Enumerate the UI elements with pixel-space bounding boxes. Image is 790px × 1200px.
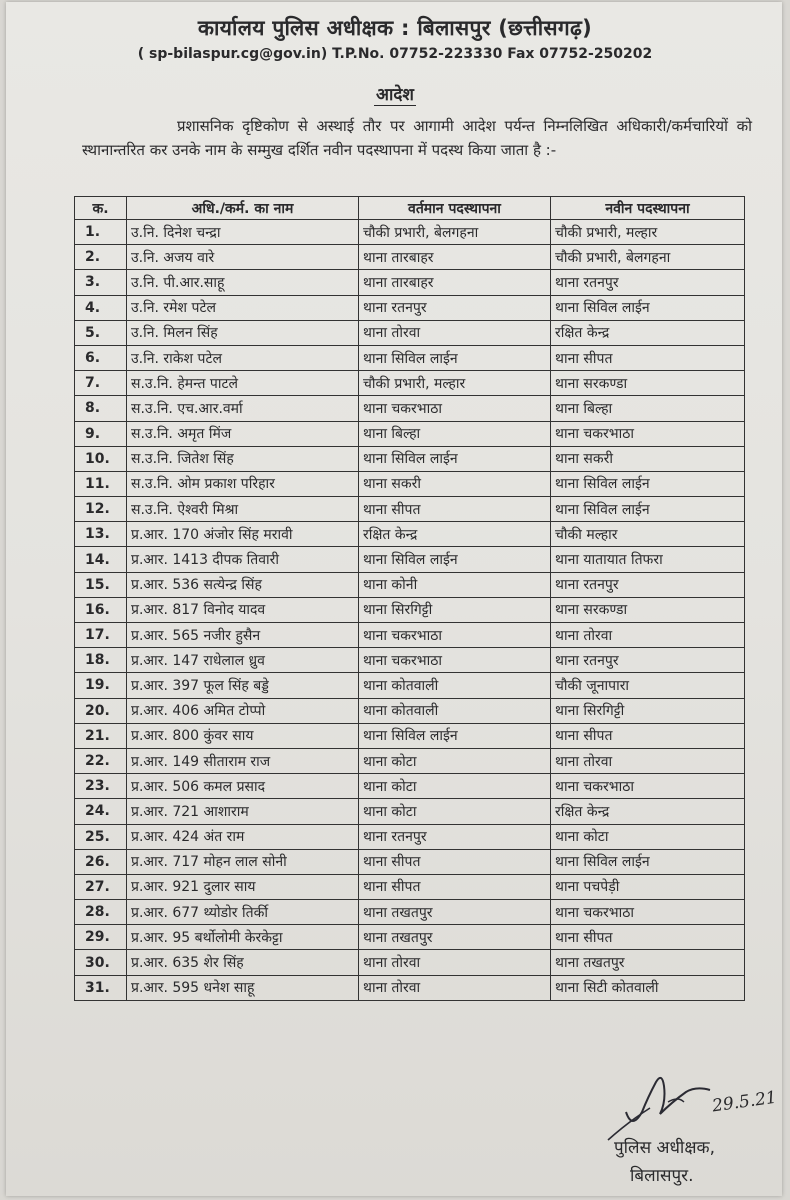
row-new-posting: थाना सिविल लाईन [551, 295, 745, 320]
table-row [75, 623, 745, 648]
row-employee-name: उ.नि. पी.आर.साहू [127, 270, 359, 295]
table-row [75, 975, 745, 1000]
row-new-posting: थाना सिविल लाईन [551, 849, 745, 874]
row-serial: 28. [75, 900, 127, 925]
table-row [75, 396, 745, 421]
row-employee-name: प्र.आर. 677 थ्योडोर तिर्की [127, 900, 359, 925]
office-title: कार्यालय पुलिस अधीक्षक : बिलासपुर (छत्तीसगढ़) [197, 16, 593, 40]
row-serial: 14. [75, 547, 127, 572]
row-current-posting: थाना तोरवा [359, 975, 551, 1000]
row-new-posting: थाना सिटी कोतवाली [551, 975, 745, 1000]
header-name: अधि./कर्म. का नाम [127, 197, 359, 220]
row-current-posting: थाना सिविल लाईन [359, 345, 551, 370]
row-serial: 26. [75, 849, 127, 874]
row-new-posting: थाना कोटा [551, 824, 745, 849]
row-employee-name: उ.नि. मिलन सिंह [127, 320, 359, 345]
order-heading [0, 82, 790, 105]
row-employee-name: प्र.आर. 721 आशाराम [127, 799, 359, 824]
row-serial: 18. [75, 648, 127, 673]
row-employee-name: प्र.आर. 536 सत्येन्द्र सिंह [127, 572, 359, 597]
row-new-posting: रक्षित केन्द्र [551, 799, 745, 824]
row-new-posting: थाना सरकण्डा [551, 597, 745, 622]
row-new-posting: थाना तोरवा [551, 748, 745, 773]
row-new-posting: थाना सिरगिट्टी [551, 698, 745, 723]
table-row [75, 572, 745, 597]
table-row [75, 547, 745, 572]
row-current-posting: चौकी प्रभारी, मल्हार [359, 371, 551, 396]
row-employee-name: स.उ.नि. हेमन्त पाटले [127, 371, 359, 396]
row-new-posting: चौकी जूनापारा [551, 673, 745, 698]
row-serial: 3. [75, 270, 127, 295]
table-row [75, 774, 745, 799]
row-current-posting: थाना तोरवा [359, 320, 551, 345]
table-row [75, 421, 745, 446]
signatory-title: पुलिस अधीक्षक, [614, 1138, 715, 1158]
table-row [75, 849, 745, 874]
row-serial: 30. [75, 950, 127, 975]
table-row [75, 824, 745, 849]
table-row [75, 723, 745, 748]
row-current-posting: थाना रतनपुर [359, 824, 551, 849]
row-current-posting: थाना कोटा [359, 774, 551, 799]
row-current-posting: थाना तोरवा [359, 950, 551, 975]
row-serial: 7. [75, 371, 127, 396]
row-employee-name: प्र.आर. 921 दुलार साय [127, 874, 359, 899]
row-current-posting: थाना सीपत [359, 497, 551, 522]
table-row [75, 597, 745, 622]
row-current-posting: थाना कोटा [359, 748, 551, 773]
table-row [75, 497, 745, 522]
row-serial: 20. [75, 698, 127, 723]
row-serial: 2. [75, 245, 127, 270]
row-current-posting: थाना चकरभाठा [359, 396, 551, 421]
row-employee-name: प्र.आर. 1413 दीपक तिवारी [127, 547, 359, 572]
row-employee-name: उ.नि. रमेश पटेल [127, 295, 359, 320]
row-serial: 8. [75, 396, 127, 421]
row-serial: 12. [75, 497, 127, 522]
row-new-posting: रक्षित केन्द्र [551, 320, 745, 345]
contact-line: ( sp-bilaspur.cg@gov.in) T.P.No. 07752-223330 Fax 07752-250202 [137, 46, 653, 62]
table-row [75, 371, 745, 396]
row-new-posting: थाना रतनपुर [551, 648, 745, 673]
row-employee-name: उ.नि. राकेश पटेल [127, 345, 359, 370]
table-row [75, 295, 745, 320]
row-current-posting: थाना सिरगिट्टी [359, 597, 551, 622]
table-row [75, 320, 745, 345]
transfer-table [74, 196, 745, 1001]
row-new-posting: थाना चकरभाठा [551, 774, 745, 799]
row-employee-name: प्र.आर. 800 कुंवर साय [127, 723, 359, 748]
row-employee-name: स.उ.नि. ऐश्वरी मिश्रा [127, 497, 359, 522]
row-current-posting: थाना तखतपुर [359, 925, 551, 950]
row-serial: 10. [75, 446, 127, 471]
row-employee-name: प्र.आर. 147 राधेलाल ध्रुव [127, 648, 359, 673]
row-new-posting: थाना सीपत [551, 723, 745, 748]
table-row [75, 345, 745, 370]
row-employee-name: प्र.आर. 595 धनेश साहू [127, 975, 359, 1000]
row-current-posting: थाना तखतपुर [359, 900, 551, 925]
row-current-posting: थाना कोनी [359, 572, 551, 597]
row-serial: 13. [75, 522, 127, 547]
table-row [75, 270, 745, 295]
row-employee-name: उ.नि. अजय वारे [127, 245, 359, 270]
row-employee-name: प्र.आर. 635 शेर सिंह [127, 950, 359, 975]
header-serial: क. [75, 197, 127, 220]
table-row [75, 471, 745, 496]
row-serial: 31. [75, 975, 127, 1000]
row-serial: 11. [75, 471, 127, 496]
header-current-posting: वर्तमान पदस्थापना [359, 197, 551, 220]
row-new-posting: थाना तखतपुर [551, 950, 745, 975]
preamble-text: प्रशासनिक दृष्टिकोण से अस्थाई तौर पर आगामी आदेश पर्यन्त निम्नलिखित अधिकारी/कर्मचारियों को स्थानान्तरित कर उनके नाम के सम्मुख दर्शित नवीन पदस्थापना में पदस्थ किया जाता है :- [82, 117, 752, 159]
row-current-posting: थाना सिविल लाईन [359, 547, 551, 572]
table-row [75, 698, 745, 723]
row-employee-name: प्र.आर. 170 अंजोर सिंह मरावी [127, 522, 359, 547]
table-row [75, 446, 745, 471]
row-serial: 17. [75, 623, 127, 648]
table-row [75, 950, 745, 975]
row-current-posting: थाना रतनपुर [359, 295, 551, 320]
row-serial: 15. [75, 572, 127, 597]
table-row [75, 245, 745, 270]
row-new-posting: थाना चकरभाठा [551, 421, 745, 446]
row-serial: 16. [75, 597, 127, 622]
row-new-posting: थाना रतनपुर [551, 572, 745, 597]
row-new-posting: थाना यातायात तिफरा [551, 547, 745, 572]
row-employee-name: प्र.आर. 424 अंत राम [127, 824, 359, 849]
row-employee-name: प्र.आर. 817 विनोद यादव [127, 597, 359, 622]
row-new-posting: थाना सीपत [551, 925, 745, 950]
order-preamble [82, 114, 752, 162]
row-serial: 19. [75, 673, 127, 698]
row-serial: 24. [75, 799, 127, 824]
signature-date: 29.5.21 [710, 1087, 778, 1117]
row-new-posting: चौकी प्रभारी, मल्हार [551, 220, 745, 245]
row-serial: 25. [75, 824, 127, 849]
row-current-posting: चौकी प्रभारी, बेलगहना [359, 220, 551, 245]
table-row [75, 799, 745, 824]
row-new-posting: थाना पचपेड़ी [551, 874, 745, 899]
table-row [75, 900, 745, 925]
table-row [75, 673, 745, 698]
row-new-posting: थाना चकरभाठा [551, 900, 745, 925]
row-new-posting: थाना रतनपुर [551, 270, 745, 295]
row-new-posting: थाना सरकण्डा [551, 371, 745, 396]
row-current-posting: रक्षित केन्द्र [359, 522, 551, 547]
row-current-posting: थाना सिविल लाईन [359, 446, 551, 471]
row-new-posting: थाना सिविल लाईन [551, 497, 745, 522]
row-current-posting: थाना तारबाहर [359, 270, 551, 295]
row-new-posting: चौकी प्रभारी, बेलगहना [551, 245, 745, 270]
header-new-posting: नवीन पदस्थापना [551, 197, 745, 220]
row-current-posting: थाना तारबाहर [359, 245, 551, 270]
row-new-posting: थाना सीपत [551, 345, 745, 370]
row-employee-name: प्र.आर. 717 मोहन लाल सोनी [127, 849, 359, 874]
row-serial: 21. [75, 723, 127, 748]
row-serial: 5. [75, 320, 127, 345]
row-employee-name: स.उ.नि. जितेश सिंह [127, 446, 359, 471]
row-current-posting: थाना चकरभाठा [359, 623, 551, 648]
row-new-posting: थाना सिविल लाईन [551, 471, 745, 496]
row-serial: 22. [75, 748, 127, 773]
row-new-posting: चौकी मल्हार [551, 522, 745, 547]
row-employee-name: प्र.आर. 149 सीताराम राज [127, 748, 359, 773]
row-serial: 1. [75, 220, 127, 245]
row-serial: 6. [75, 345, 127, 370]
table-row [75, 648, 745, 673]
row-employee-name: स.उ.नि. अमृत मिंज [127, 421, 359, 446]
row-current-posting: थाना कोतवाली [359, 673, 551, 698]
row-new-posting: थाना बिल्हा [551, 396, 745, 421]
row-serial: 4. [75, 295, 127, 320]
row-serial: 9. [75, 421, 127, 446]
row-new-posting: थाना सकरी [551, 446, 745, 471]
row-employee-name: प्र.आर. 95 बर्थोलोमी केरकेट्टा [127, 925, 359, 950]
table-row [75, 522, 745, 547]
row-new-posting: थाना तोरवा [551, 623, 745, 648]
table-row [75, 874, 745, 899]
row-employee-name: प्र.आर. 406 अमित टोप्पो [127, 698, 359, 723]
table-header-row [75, 197, 745, 220]
row-current-posting: थाना चकरभाठा [359, 648, 551, 673]
row-current-posting: थाना सिविल लाईन [359, 723, 551, 748]
row-employee-name: स.उ.नि. एच.आर.वर्मा [127, 396, 359, 421]
row-employee-name: प्र.आर. 506 कमल प्रसाद [127, 774, 359, 799]
row-employee-name: प्र.आर. 397 फूल सिंह बड्डे [127, 673, 359, 698]
signatory-place: बिलासपुर. [630, 1166, 694, 1186]
row-current-posting: थाना कोतवाली [359, 698, 551, 723]
table-row [75, 748, 745, 773]
row-current-posting: थाना सीपत [359, 849, 551, 874]
row-employee-name: उ.नि. दिनेश चन्द्रा [127, 220, 359, 245]
row-current-posting: थाना कोटा [359, 799, 551, 824]
table-row [75, 925, 745, 950]
order-heading-text: आदेश [376, 85, 414, 105]
table-row [75, 220, 745, 245]
row-serial: 29. [75, 925, 127, 950]
row-current-posting: थाना बिल्हा [359, 421, 551, 446]
row-employee-name: स.उ.नि. ओम प्रकाश परिहार [127, 471, 359, 496]
row-serial: 27. [75, 874, 127, 899]
row-employee-name: प्र.आर. 565 नजीर हुसैन [127, 623, 359, 648]
row-current-posting: थाना सीपत [359, 874, 551, 899]
row-current-posting: थाना सकरी [359, 471, 551, 496]
row-serial: 23. [75, 774, 127, 799]
